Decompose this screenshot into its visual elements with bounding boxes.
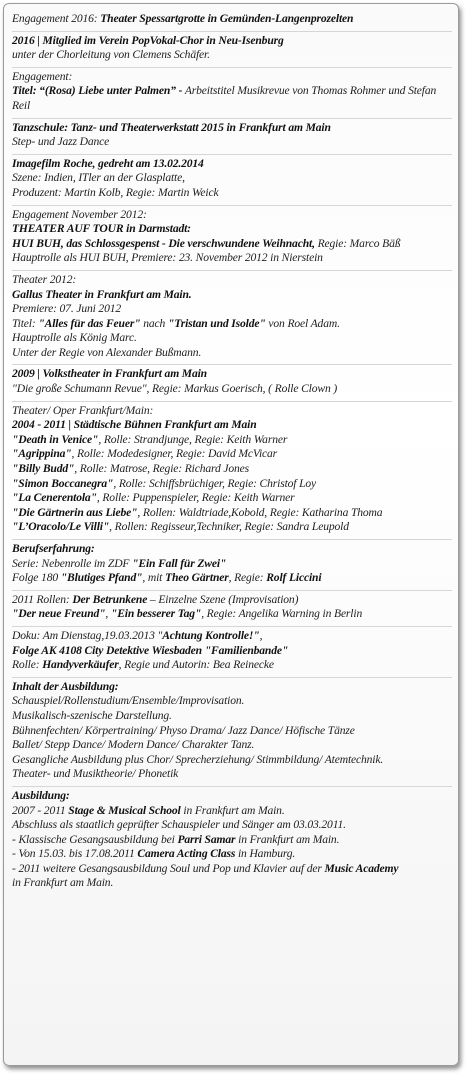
bold-text: "Tristan und Isolde" — [167, 316, 266, 330]
text-line — [12, 767, 452, 782]
text-line — [12, 186, 452, 201]
text-line — [12, 288, 452, 303]
bold-text: HUI BUH, das Schlossgespenst - Die verschwundene Weihnacht, — [12, 236, 315, 250]
bold-text: THEATER AUF TOUR in Darmstadt: — [12, 222, 191, 236]
section-block — [12, 678, 452, 787]
text-line — [12, 157, 452, 172]
text-run: Theater- und Musiktheorie/ Phonetik — [12, 767, 179, 781]
bold-text: 2016 | Mitglied im Verein PopVokal-Chor in Neu-Isenburg — [12, 33, 284, 47]
bold-text: "Alles für das Feuer" — [38, 316, 141, 330]
text-run: Hauptrolle als König Marc. — [12, 331, 137, 345]
text-line — [12, 724, 452, 739]
text-run: Arbeitstitel Musikrevue von Thomas Rohmer und Stefan Reil — [12, 84, 437, 112]
text-run: - Von 15.03. bis 17.08.2011 — [12, 847, 138, 861]
text-line — [12, 557, 452, 572]
text-run: Engagement November 2012: — [12, 207, 147, 221]
section-block — [12, 119, 452, 155]
text-run: 2007 - 2011 — [12, 803, 69, 817]
text-run: Premiere: 07. Juni 2012 — [12, 302, 122, 316]
text-line — [12, 753, 452, 768]
text-line — [12, 382, 452, 397]
text-line — [12, 84, 452, 113]
bold-text: "Der neue Freund" — [12, 607, 106, 621]
text-run: Theater 2012: — [12, 272, 77, 286]
text-run: nach — [140, 316, 168, 330]
text-line — [12, 658, 452, 673]
bold-text: Inhalt der Ausbildung: — [12, 679, 119, 693]
bold-text: Imagefilm Roche, gedreht am 13.02.2014 — [12, 156, 204, 170]
text-line — [12, 491, 452, 506]
section-block — [12, 68, 452, 119]
text-run: von Roel Adam. — [265, 316, 340, 330]
bold-text: Music Academy — [324, 861, 399, 875]
text-line — [12, 593, 452, 608]
text-run: Theater/ Oper Frankfurt/Main: — [12, 403, 154, 417]
text-run: - Klassische Gesangsausbildung bei — [12, 832, 178, 846]
text-line — [12, 302, 452, 317]
text-line — [12, 433, 452, 448]
bold-text: Tanzschule: Tanz- und Theaterwerkstatt 2015 in Frankfurt am Main — [12, 120, 331, 134]
text-run: unter der Chorleitung von Clemens Schäfer. — [12, 48, 210, 62]
bold-text: "Ein Fall für Zwei" — [132, 556, 227, 570]
bold-text: "Blutiges Pfand" — [60, 571, 143, 585]
text-line — [12, 629, 452, 644]
text-line — [12, 418, 452, 433]
text-line — [12, 607, 452, 622]
text-run: , mit — [142, 571, 166, 585]
text-run: Regie: Marco Bäß — [314, 236, 401, 250]
section-block — [12, 540, 452, 591]
bold-text: Gallus Theater in Frankfurt am Main. — [12, 287, 192, 301]
text-line — [12, 331, 452, 346]
text-run: Doku: Am Dienstag,19.03.2013 " — [12, 628, 163, 642]
text-run: Ballet/ Stepp Dance/ Modern Dance/ Charakter Tanz. — [12, 738, 255, 752]
text-run: – Einzelne Szene (Improvisation) — [147, 592, 299, 606]
text-run: Titel: — [12, 316, 39, 330]
bold-text: 2004 - 2011 | Städtische Bühnen Frankfurt am Main — [12, 418, 257, 432]
text-line — [12, 847, 452, 862]
text-line — [12, 738, 452, 753]
section-block — [12, 402, 452, 540]
text-run: Gesangliche Ausbildung plus Chor/ Sprecherziehung/ Stimmbildung/ Atemtechnik. — [12, 752, 384, 766]
text-line — [12, 804, 452, 819]
text-line — [12, 251, 452, 266]
text-run: , — [259, 628, 263, 642]
text-line — [12, 447, 452, 462]
text-line — [12, 876, 452, 891]
bold-text: Titel: “(Rosa) Liebe unter Palmen” - — [12, 84, 183, 98]
text-line — [12, 70, 452, 85]
bold-text: "La Cenerentola" — [12, 491, 97, 505]
text-line — [12, 571, 452, 586]
text-run: , Rolle: Matrose, Regie: Richard Jones — [74, 462, 249, 476]
text-run: "Die große Schumann Revue", Regie: Markus Goerisch, ( Rolle Clown ) — [12, 382, 338, 396]
text-run: , Regie: Angelika Warning in Berlin — [201, 607, 363, 621]
text-run: in Hamburg. — [235, 847, 296, 861]
bold-text: Rolf Liccini — [266, 571, 322, 585]
text-line — [12, 520, 452, 535]
text-line — [12, 135, 452, 150]
text-run: Hauptrolle als HUI BUH, Premiere: 23. November 2012 in Nierstein — [12, 251, 323, 265]
text-line — [12, 818, 452, 833]
text-run: , Rolle: Modedesigner, Regie: David McVicar — [71, 447, 278, 461]
text-run: Engagement 2016: — [12, 12, 101, 25]
text-line — [12, 346, 452, 361]
bold-text: Achtung Kontrolle!" — [162, 628, 260, 642]
text-run: Serie: Nebenrolle im ZDF — [12, 556, 133, 570]
text-line — [12, 709, 452, 724]
text-line — [12, 789, 452, 804]
text-run: , Rolle: Puppenspieler, Regie: Keith Warner — [96, 491, 295, 505]
text-run: 2011 Rollen: — [12, 592, 73, 606]
text-line — [12, 404, 452, 419]
text-line — [12, 862, 452, 877]
text-run: , — [105, 607, 111, 621]
bold-text: Parri Samar — [177, 832, 236, 846]
bold-text: 2009 | Volkstheater in Frankfurt am Main — [12, 367, 207, 381]
bold-text: "Agrippina" — [12, 447, 72, 461]
text-run: , Rollen: Waldtriade,Kobold, Regie: Katharina Thoma — [137, 505, 383, 519]
text-line — [12, 171, 452, 186]
text-line — [12, 462, 452, 477]
text-run: , Regie und Autorin: Bea Reinecke — [118, 658, 274, 672]
text-line — [12, 694, 452, 709]
text-line — [12, 317, 452, 332]
text-line — [12, 680, 452, 695]
text-run: in Frankfurt am Main. — [180, 803, 285, 817]
bold-text: Theo Gärtner — [165, 571, 229, 585]
text-run: Abschluss als staatlich geprüfter Schauspieler und Sänger am 03.03.2011. — [12, 818, 346, 832]
bold-text: "Simon Boccanegra" — [12, 476, 114, 490]
text-line — [12, 367, 452, 382]
text-run: Szene: Indien, ITler an der Glasplatte, — [12, 171, 185, 185]
text-line — [12, 644, 452, 659]
text-run: Schauspiel/Rollenstudium/Ensemble/Improvisation. — [12, 694, 245, 708]
text-run: Step- und Jazz Dance — [12, 135, 110, 149]
text-run: - 2011 weitere Gesangsausbildung Soul und Pop und Klavier auf der — [12, 861, 325, 875]
bold-text: "Die Gärtnerin aus Liebe" — [12, 505, 138, 519]
text-run: Folge 180 — [12, 571, 61, 585]
text-line — [12, 12, 452, 27]
text-line — [12, 477, 452, 492]
bold-text: Ausbildung: — [12, 788, 70, 802]
bold-text: Stage & Musical School — [68, 803, 181, 817]
text-line — [12, 34, 452, 49]
text-line — [12, 542, 452, 557]
bold-text: "Billy Budd" — [12, 462, 75, 476]
text-run: Rolle: — [12, 658, 43, 672]
section-block — [12, 206, 452, 271]
text-line — [12, 208, 452, 223]
resume-card — [3, 3, 459, 1066]
text-run: , Rolle: Strandjunge, Regie: Keith Warner — [98, 432, 288, 446]
bold-text: "L’Oracolo/Le Villi" — [12, 520, 110, 534]
bold-text: Handyverkäufer — [42, 658, 119, 672]
section-block — [12, 155, 452, 206]
text-line — [12, 833, 452, 848]
section-block — [12, 365, 452, 401]
text-line — [12, 237, 452, 252]
text-run: Engagement: — [12, 69, 73, 83]
text-line — [12, 273, 452, 288]
bold-text: Berufserfahrung: — [12, 542, 95, 555]
bold-text: Theater Spessartgrotte in Gemünden-Langenprozelten — [100, 12, 354, 25]
bold-text: Der Betrunkene — [72, 592, 148, 606]
text-run: Produzent: Martin Kolb, Regie: Martin Weick — [12, 185, 219, 199]
section-block — [12, 591, 452, 627]
text-line — [12, 222, 452, 237]
bold-text: "Death in Venice" — [12, 432, 99, 446]
text-run: in Frankfurt am Main. — [12, 876, 114, 890]
bold-text: Folge AK 4108 City Detektive Wiesbaden "Familienbande" — [12, 643, 289, 657]
text-line — [12, 506, 452, 521]
section-block — [12, 32, 452, 68]
bold-text: "Ein besserer Tag" — [110, 607, 202, 621]
text-run: Musikalisch-szenische Darstellung. — [12, 708, 172, 722]
text-line — [12, 48, 452, 63]
text-run: Unter der Regie von Alexander Bußmann. — [12, 345, 202, 359]
text-run: in Frankfurt am Main. — [235, 832, 340, 846]
section-block — [12, 10, 452, 32]
text-run: , Rolle: Schiffsbrüchiger, Regie: Christof Loy — [113, 476, 317, 490]
text-line — [12, 121, 452, 136]
text-run: , Regie: — [228, 571, 267, 585]
section-block — [12, 271, 452, 366]
bold-text: Camera Acting Class — [137, 847, 236, 861]
text-run: , Rollen: Regisseur,Techniker, Regie: Sandra Leupold — [109, 520, 349, 534]
section-block — [12, 627, 452, 678]
text-run: Bühnenfechten/ Körpertraining/ Physo Drama/ Jazz Dance/ Höfische Tänze — [12, 723, 355, 737]
section-block — [12, 787, 452, 895]
